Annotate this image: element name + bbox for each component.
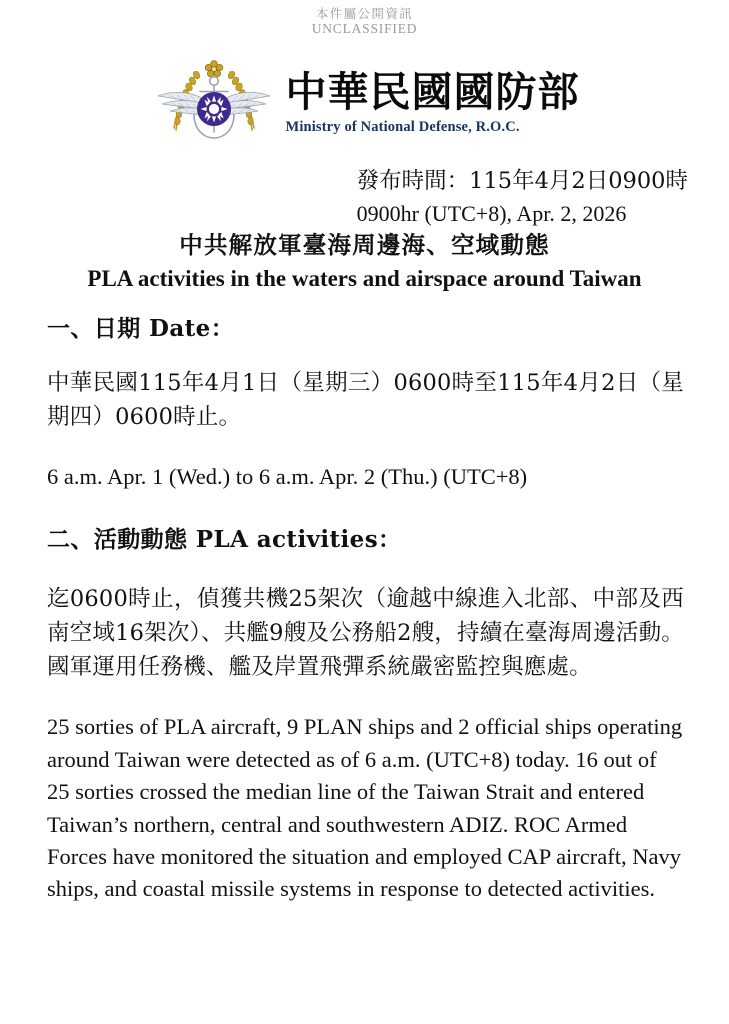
section-date-body-chinese: 中華民國115年4月1日（星期三）0600時至115年4月2日（星期四）0600時止。 [47,370,684,431]
mnd-emblem-icon [150,56,278,148]
section-activities-heading: 二、活動動態 PLA activities： [47,525,402,553]
page-title-english: PLA activities in the waters and airspace around Taiwan [87,265,642,291]
organization-name-english: Ministry of National Defense, R.O.C. [285,119,520,135]
spacer [47,555,684,582]
release-timestamp-chinese: 發布時間：115年4月2日0900時 [356,168,688,194]
section-activities-body-chinese: 迄0600時止，偵獲共機25架次（逾越中線進入北部、中部及西南空域16架次）、共艦9艘及公務船2艘，持續在臺海周邊活動。國軍運用任務機、艦及岸置飛彈系統嚴密監控與應處。 [47,585,685,681]
release-timestamp-english: 0900hr (UTC+8), Apr. 2, 2026 [356,200,627,226]
masthead [0,54,729,150]
section-date-body-english: 6 a.m. Apr. 1 (Wed.) to 6 a.m. Apr. 2 (Thu.) (UTC+8) [47,464,528,490]
page-title-chinese: 中共解放軍臺海周邊海、空域動態 [179,231,550,259]
section-date [47,313,684,494]
classification-banner [0,6,729,38]
section-activities-body-english: 25 sorties of PLA aircraft, 9 PLAN ships and 2 official ships operating around Taiwan were detected as of 6 a.m. (UTC+8) today. 16 out of 25 sorties crossed the median line of the Taiwan Strait and entered Taiwan’s northern, central and southwestern ADIZ. ROC Armed Forces have monitored the situation and employed CAP aircraft, Navy ships, and coastal missile systems in response to detected activities. [47,714,683,902]
page-title [0,230,729,293]
document-body [47,313,684,906]
spacer [47,684,684,711]
section-date-heading: 一、日期 Date： [47,315,235,342]
organization-wordmark [286,68,580,136]
release-timestamp [357,166,688,229]
section-pla-activities [47,524,684,906]
spacer [47,494,684,524]
spacer [47,344,684,366]
classification-label-chinese: 本件屬公開資訊 [315,6,414,21]
classification-label-english: UNCLASSIFIED [311,21,418,37]
organization-name-chinese: 中華民國國防部 [285,68,580,116]
spacer [47,434,684,461]
